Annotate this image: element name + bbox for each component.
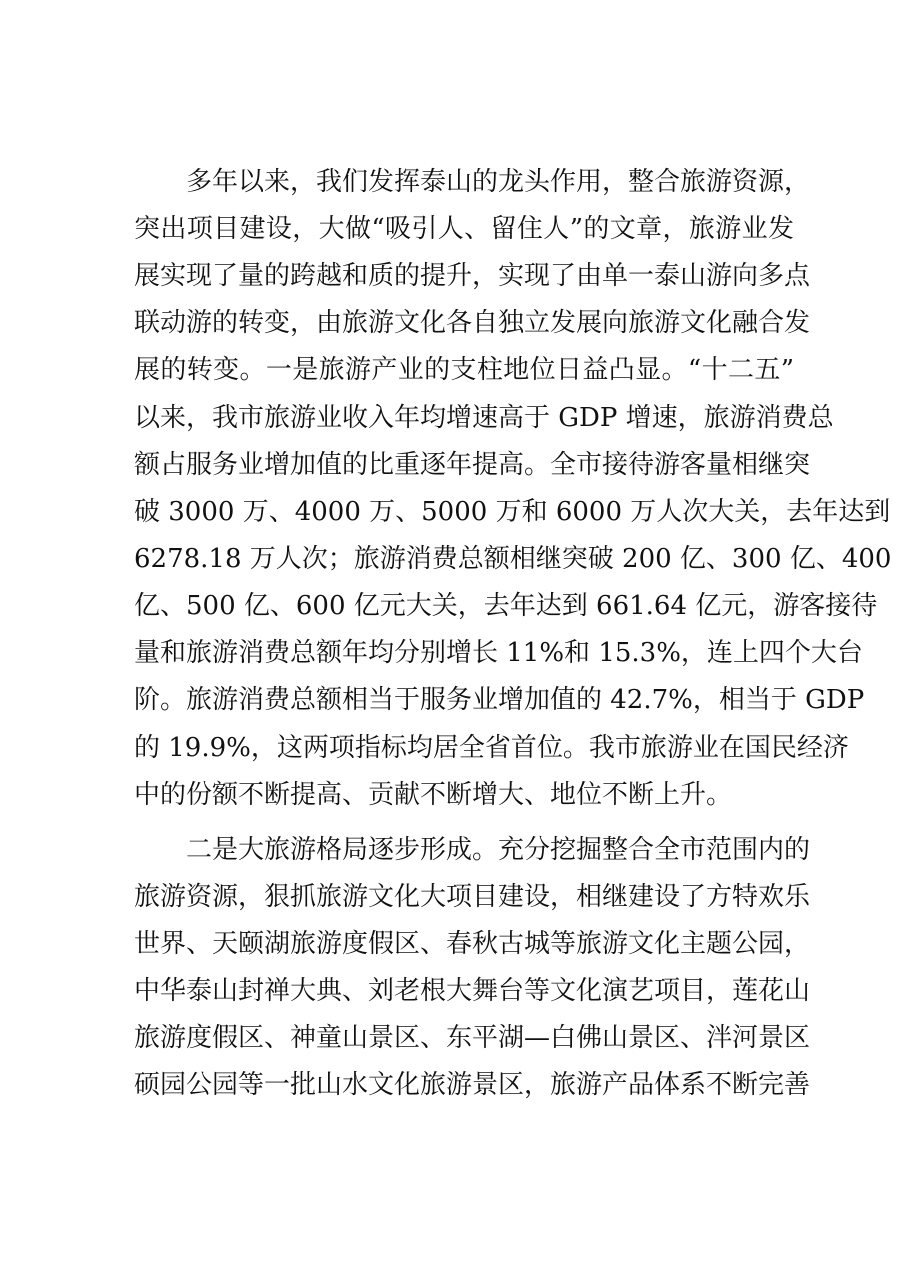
paragraph-1-line-14: 中的份额不断提高、贡献不断增大、地位不断上升。 xyxy=(134,780,733,810)
paragraph-1-line-4: 联动游的转变，由旅游文化各自独立发展向旅游文化融合发 xyxy=(134,308,811,338)
paragraph-1-line-7: 额占服务业增加值的比重逐年提高。全市接待游客量相继突 xyxy=(134,450,811,480)
paragraph-1-line-5: 展的转变。一是旅游产业的支柱地位日益凸显。“十二五” xyxy=(134,355,794,385)
paragraph-2-line-3: 世界、天颐湖旅游度假区、春秋古城等旅游文化主题公园， xyxy=(134,929,811,959)
paragraph-1-line-10: 亿、500 亿、600 亿元大关，去年达到 661.64 亿元，游客接待 xyxy=(134,591,878,621)
paragraph-2-line-1: 二是大旅游格局逐步形成。充分挖掘整合全市范围内的 xyxy=(186,835,811,865)
paragraph-2-line-2: 旅游资源，狠抓旅游文化大项目建设，相继建设了方特欢乐 xyxy=(134,882,811,912)
paragraph-1-line-2: 突出项目建设，大做“吸引人、留住人”的文章，旅游业发 xyxy=(134,214,794,244)
paragraph-1-line-13: 的 19.9%，这两项指标均居全省首位。我市旅游业在国民经济 xyxy=(134,733,849,763)
paragraph-2-line-4: 中华泰山封禅大典、刘老根大舞台等文化演艺项目，莲花山 xyxy=(134,976,811,1006)
paragraph-1-line-8: 破 3000 万、4000 万、5000 万和 6000 万人次大关，去年达到 xyxy=(134,497,891,527)
paragraph-2-line-5: 旅游度假区、神童山景区、东平湖—白佛山景区、泮河景区 xyxy=(134,1023,811,1053)
paragraph-1-line-6: 以来，我市旅游业收入年均增速高于 GDP 增速，旅游消费总 xyxy=(134,403,834,433)
paragraph-1-line-9: 6278.18 万人次；旅游消费总额相继突破 200 亿、300 亿、400 xyxy=(134,544,892,574)
paragraph-1-line-1: 多年以来，我们发挥泰山的龙头作用，整合旅游资源， xyxy=(186,167,811,197)
paragraph-1-line-12: 阶。旅游消费总额相当于服务业增加值的 42.7%，相当于 GDP xyxy=(134,685,865,715)
paragraph-2-line-6: 硕园公园等一批山水文化旅游景区，旅游产品体系不断完善 xyxy=(134,1070,811,1100)
paragraph-1-line-3: 展实现了量的跨越和质的提升，实现了由单一泰山游向多点 xyxy=(134,261,811,291)
paragraph-1-line-11: 量和旅游消费总额年均分别增长 11%和 15.3%，连上四个大台 xyxy=(134,638,863,668)
